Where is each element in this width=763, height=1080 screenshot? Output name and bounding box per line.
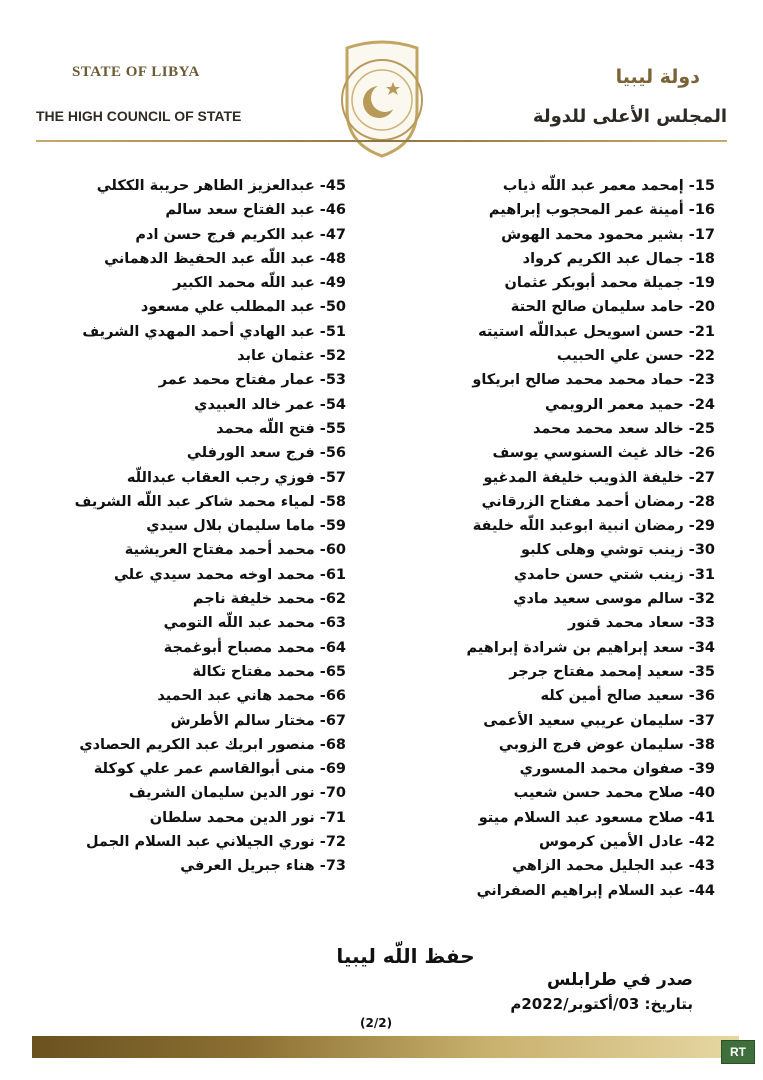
- header-ar-council: المجلس الأعلى للدولة: [532, 106, 727, 127]
- member-name-item: 49- عبد اللّه محمد الكبير: [173, 275, 346, 292]
- issue-place: صدر في طرابلس: [547, 970, 693, 990]
- member-name-item: 20- حامد سليمان صالح الحتة: [510, 299, 715, 316]
- member-name-item: 73- هناء جبريل العرفي: [180, 858, 346, 875]
- member-name-item: 24- حميد معمر الرويمي: [544, 396, 715, 413]
- member-name-item: 22- حسن علي الحبيب: [556, 348, 715, 365]
- member-name-item: 58- لمياء محمد شاكر عبد اللّه الشريف: [74, 493, 346, 510]
- member-name-item: 62- محمد خليفة ناجم: [192, 591, 346, 608]
- member-name-item: 42- عادل الأمين كرموس: [539, 834, 715, 851]
- member-name-item: 60- محمد أحمد مفتاح العريشية: [124, 542, 346, 559]
- member-name-item: 59- ماما سليمان بلال سيدي: [146, 518, 346, 535]
- member-name-item: 41- صلاح مسعود عبد السلام ميتو: [478, 809, 715, 826]
- member-name-item: 23- حماد محمد محمد صالح ابريكاو: [472, 372, 715, 389]
- member-name-item: 46- عبد الفتاح سعد سالم: [165, 202, 346, 219]
- member-name-item: 31- زينب شتي حسن حامدي: [513, 566, 715, 583]
- closing-title: حفظ اللّه ليبيا: [336, 944, 475, 968]
- member-name-item: 66- محمد هاني عبد الحميد: [157, 688, 346, 705]
- member-name-item: 27- خليفة الذويب خليفة المدغيو: [483, 469, 715, 486]
- member-name-item: 45- عبدالعزيز الطاهر حريبة الككلي: [96, 178, 346, 194]
- member-name-item: 29- رمضان انبية ابوعبد اللّه خليفة: [472, 518, 715, 535]
- member-name-item: 57- فوزي رجب العقاب عبداللّه: [126, 469, 346, 486]
- member-name-item: 44- عبد السلام إبراهيم الصفراني: [476, 882, 715, 899]
- member-name-item: 15- إمحمد معمر عبد اللّه ذياب: [502, 178, 715, 194]
- member-name-item: 18- جمال عبد الكريم كرواد: [522, 250, 715, 267]
- rt-watermark-logo: RT: [721, 1040, 755, 1064]
- member-name-item: 40- صلاح محمد حسن شعيب: [513, 785, 715, 802]
- member-name-item: 48- عبد اللّه عبد الحفيظ الدهماني: [104, 250, 346, 267]
- names-column-left: [26, 174, 346, 879]
- member-name-item: 35- سعيد إمحمد مفتاح جرجر: [509, 663, 715, 680]
- member-name-item: 55- فتح اللّه محمد: [216, 420, 346, 437]
- member-name-item: 69- منى أبوالقاسم عمر علي كوكلة: [93, 761, 346, 778]
- member-name-item: 21- حسن اسويحل عبداللّه استيته: [478, 323, 715, 340]
- member-name-item: 72- نوري الجيلاني عبد السلام الجمل: [85, 834, 346, 851]
- member-name-item: 68- منصور ابريك عبد الكريم الحصادي: [79, 736, 346, 753]
- member-name-item: 33- سعاد محمد قنور: [567, 615, 715, 632]
- member-name-item: 16- أمينة عمر المحجوب إبراهيم: [488, 202, 715, 219]
- member-name-item: 54- عمر خالد العبيدي: [194, 396, 346, 413]
- member-name-item: 56- فرج سعد الورفلي: [186, 445, 346, 462]
- member-name-item: 53- عمار مفتاح محمد عمر: [158, 372, 346, 389]
- footer-bar: [32, 1036, 739, 1058]
- member-name-item: 38- سليمان عوض فرج الزوبي: [498, 736, 715, 753]
- member-name-item: 37- سليمان عريبي سعيد الأعمى: [483, 712, 715, 729]
- member-name-item: 43- عبد الجليل محمد الزاهي: [512, 858, 715, 875]
- member-name-item: 51- عبد الهادي أحمد المهدي الشريف: [82, 323, 346, 340]
- page-number: (2/2): [360, 1016, 393, 1030]
- header-en-council: THE HIGH COUNCIL OF STATE: [36, 108, 242, 124]
- names-column-right: [415, 174, 715, 903]
- member-name-item: 39- صفوان محمد المسوري: [519, 761, 715, 778]
- member-name-item: 65- محمد مفتاح تكالة: [192, 663, 346, 680]
- member-name-item: 63- محمد عبد اللّه التومي: [163, 615, 346, 632]
- member-name-item: 36- سعيد صالح أمين كله: [540, 688, 715, 705]
- member-name-item: 52- عثمان عابد: [237, 348, 346, 365]
- member-name-item: 64- محمد مصباح أبوغمجة: [163, 639, 346, 656]
- member-name-item: 26- خالد غيث السنوسي يوسف: [492, 445, 715, 462]
- member-name-item: 47- عبد الكريم فرج حسن ادم: [135, 226, 346, 243]
- header-divider: [36, 140, 727, 142]
- member-name-item: 28- رمضان أحمد مفتاح الزرقاني: [481, 493, 715, 510]
- member-name-item: 70- نور الدين سليمان الشريف: [128, 785, 346, 802]
- member-name-item: 30- زينب توشي وهلى كلبو: [521, 542, 715, 559]
- member-name-item: 71- نور الدين محمد سلطان: [149, 809, 346, 826]
- member-name-item: 32- سالم موسى سعيد مادي: [513, 591, 715, 608]
- header-ar-state: دولة ليبيا: [615, 66, 700, 88]
- member-name-item: 17- بشير محمود محمد الهوش: [501, 226, 715, 243]
- member-name-item: 19- جميلة محمد أبوبكر عثمان: [504, 275, 715, 292]
- member-name-item: 67- مختار سالم الأطرش: [170, 712, 346, 729]
- header-en-state: STATE OF LIBYA: [72, 64, 200, 80]
- member-name-item: 25- خالد سعد محمد محمد: [533, 420, 715, 437]
- member-name-item: 61- محمد اوخه محمد سيدي علي: [113, 566, 346, 583]
- issue-date: بتاريخ: 03/أكتوبر/2022م: [510, 995, 693, 1013]
- member-name-item: 34- سعد إبراهيم بن شرادة إبراهيم: [466, 639, 715, 656]
- member-name-item: 50- عبد المطلب علي مسعود: [140, 299, 346, 316]
